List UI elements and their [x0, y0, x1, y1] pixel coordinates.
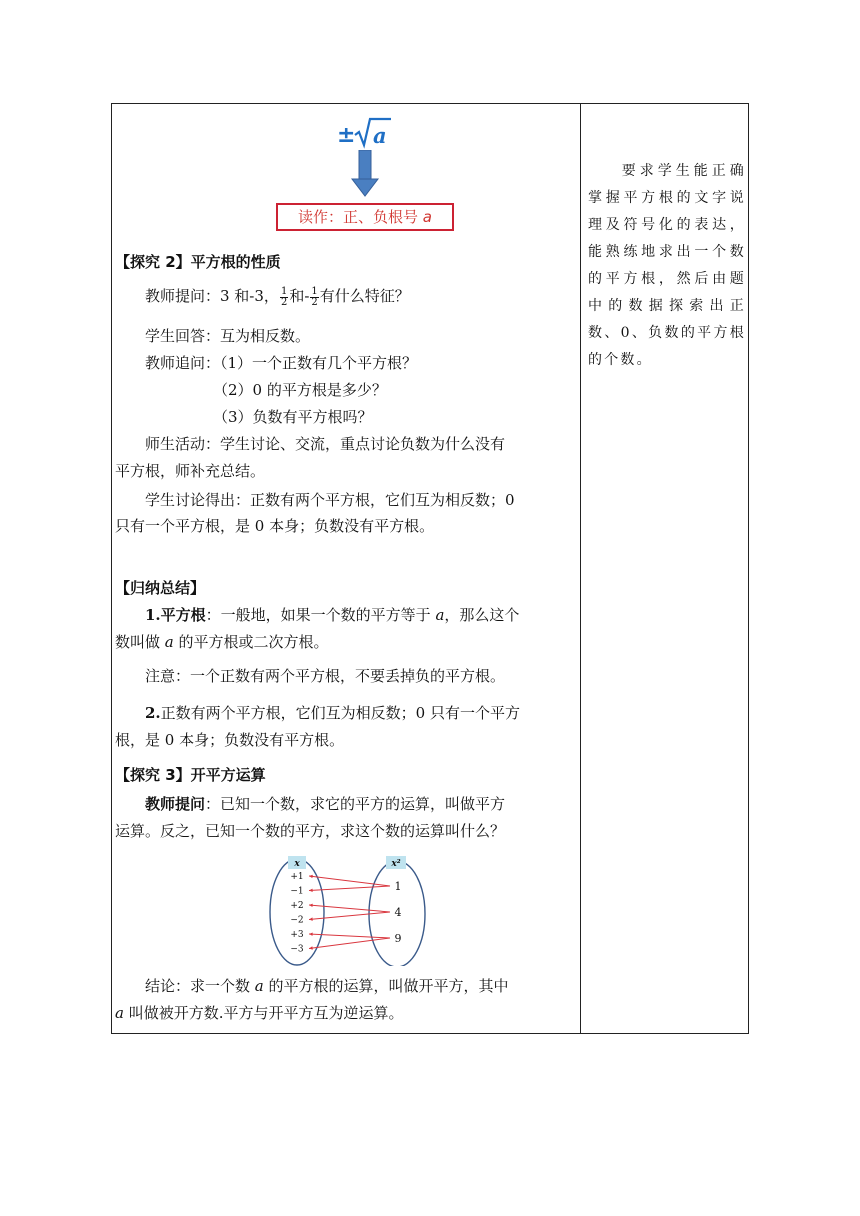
read-as-text: 读作：正、负根号 [298, 208, 423, 226]
left-value: −2 [290, 915, 304, 926]
summary-p1-line1: 1.平方根：一般地，如果一个数的平方等于 a，那么这个 [145, 606, 520, 624]
conclusion-line1: 结论：求一个数 a 的平方根的运算，叫做开平方，其中 [145, 977, 509, 995]
activity-line-2: 平方根，师补充总结。 [115, 462, 266, 480]
explore2-question [145, 286, 410, 308]
right-value: 1 [394, 880, 402, 893]
explore2-heading: 【探究 2】平方根的性质 [115, 253, 281, 271]
mapping-arrow [309, 905, 390, 912]
summary-p1-line2: 数叫做 a 的平方根或二次方根。 [115, 633, 329, 651]
conclusion-line2: a 叫做被开方数.平方与开平方互为逆运算。 [115, 1004, 404, 1022]
question-mid: 和- [289, 287, 310, 305]
read-as-var: a [422, 208, 432, 226]
p1-bold: 1.平方根 [145, 606, 206, 624]
summary-note: 注意：一个正数有两个平方根，不要丢掉负的平方根。 [145, 667, 506, 685]
mapping-arrowhead [309, 932, 313, 935]
result-line-2: 只有一个平方根，是 0 本身；负数没有平方根。 [115, 517, 435, 535]
mapping-arrow [309, 938, 390, 949]
read-as-box [276, 203, 454, 231]
left-value: −1 [290, 886, 304, 897]
right-value: 4 [394, 906, 402, 919]
summary-p2-line2: 根，是 0 本身；负数没有平方根。 [115, 731, 345, 749]
mapping-arrowhead [309, 889, 313, 892]
explore3-question-line1: 教师提问：已知一个数，求它的平方的运算，叫做平方 [145, 795, 506, 813]
question-suffix: 有什么特征？ [319, 287, 410, 305]
column-divider [580, 103, 581, 1034]
x-label: x [294, 859, 300, 869]
follow-up-1: 教师追问：（1）一个正数有几个平方根？ [145, 354, 418, 372]
x2-label: x² [391, 859, 401, 869]
square-mapping-diagram [262, 854, 432, 966]
fraction-half-2: $\frac{1}{2}$ [311, 285, 318, 308]
summary-heading: 【归纳总结】 [115, 579, 206, 597]
right-value: 9 [394, 932, 402, 945]
mapping-arrowhead [309, 917, 313, 920]
plus-minus-sign: ± [337, 123, 356, 148]
plus-minus-sqrt-a-formula [335, 115, 395, 149]
left-value: +2 [290, 901, 304, 911]
student-answer: 学生回答：互为相反数。 [145, 327, 311, 345]
mapping-arrow [309, 912, 390, 920]
summary-p2-line1: 2.正数有两个平方根，它们互为相反数；0 只有一个平方 [145, 704, 520, 722]
sqrt-variable: a [373, 123, 387, 148]
question-prefix: 教师提问：3 和-3， [145, 287, 279, 305]
follow-up-3: （3）负数有平方根吗？ [213, 408, 373, 426]
mapping-arrowhead [309, 904, 313, 907]
left-value: +1 [290, 872, 304, 882]
result-line-1: 学生讨论得出：正数有两个平方根，它们互为相反数；0 [145, 491, 515, 509]
explore3-heading: 【探究 3】开平方运算 [115, 766, 266, 784]
left-value: −3 [290, 944, 304, 955]
teaching-objective-note: 要求学生能正确掌握平方根的文字说理及符号化的表达，能熟练地求出一个数的平方根，然后由题中的数据探索出正数、0、负数的平方根的个数。 [588, 163, 746, 368]
activity-line-1: 师生活动：学生讨论、交流，重点讨论负数为什么没有 [145, 435, 506, 453]
fraction-half-1: $\frac{1}{2}$ [280, 285, 288, 308]
follow-up-2: （2）0 的平方根是多少？ [213, 381, 387, 399]
down-arrow-icon [350, 150, 380, 198]
mapping-arrow [309, 876, 390, 886]
explore3-question-line2: 运算。反之，已知一个数的平方，求这个数的运算叫什么？ [115, 822, 506, 840]
left-value: +3 [290, 930, 304, 940]
